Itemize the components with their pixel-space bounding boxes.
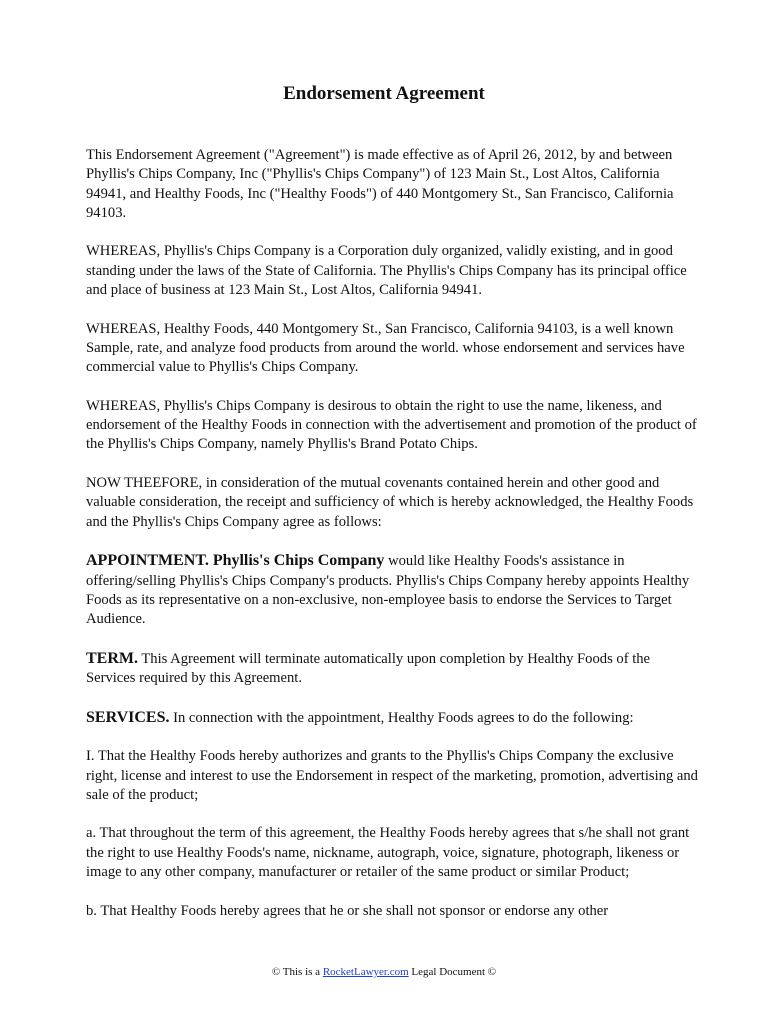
clause-a: a. That throughout the term of this agreement, the Healthy Foods hereby agrees that s/he shall not grant the right to use Healthy Foods's name, nickname, autograph, voice, signature, photograph, likeness or image to any other company, manufacturer or retailer of the same product or similar Product; <box>86 825 690 880</box>
paragraph-whereas-2: WHEREAS, Healthy Foods, 440 Montgomery St., San Francisco, California 94103, is a well known Sample, rate, and analyze food products from around the world. whose endorsement and services have commercial value to Phyllis's Chips Company. <box>86 320 685 376</box>
services-text: In connection with the appointment, Healthy Foods agrees to do the following: <box>169 709 634 726</box>
document-title: Endorsement Agreement <box>283 83 485 104</box>
paragraph-whereas-1: WHEREAS, Phyllis's Chips Company is a Corporation duly organized, validly existing, and in good standing under the laws of the State of California. The Phyllis's Chips Company has its principal office and place of business at 123 Main St., Lost Altos, California 94941. <box>86 243 687 299</box>
clause-i: I. That the Healthy Foods hereby authorizes and grants to the Phyllis's Chips Company the exclusive right, license and interest to use the Endorsement in respect of the marketing, promotion, advertising and sale of the product; <box>86 748 698 803</box>
appointment-heading: APPOINTMENT. Phyllis's Chips Company <box>86 552 385 570</box>
document-footer <box>0 966 768 978</box>
term-text: This Agreement will terminate automatically upon completion by Healthy Foods of the Services required by this Agreement. <box>86 650 651 687</box>
section-appointment <box>86 551 698 629</box>
appointment-text: would like Healthy Foods's assistance in offering/selling Phyllis's Chips Company's products. Phyllis's Chips Company hereby appoints Healthy Foods as its representative on a non-exclusive, non-employee basis to endorse the Services to Target Audience. <box>86 553 690 628</box>
term-heading: TERM. <box>86 649 138 667</box>
paragraph-intro: This Endorsement Agreement ("Agreement") is made effective as of April 26, 2012, by and between Phyllis's Chips Company, Inc ("Phyllis's Chips Company") of 123 Main St., Lost Altos, California 94941, and Healthy Foods, Inc ("Healthy Foods") of 440 Montgomery St., San Francisco, California 94103. <box>86 147 674 221</box>
services-heading: SERVICES. <box>86 708 170 726</box>
clause-b: b. That Healthy Foods hereby agrees that he or she shall not sponsor or endorse any other <box>86 902 609 919</box>
footer-link[interactable]: RocketLawyer.com <box>322 966 409 978</box>
section-services <box>86 708 698 728</box>
footer-prefix: © This is a <box>271 966 323 978</box>
paragraph-now-therefore: NOW THEEFORE, in consideration of the mutual covenants contained herein and other good and valuable consideration, the receipt and sufficiency of which is hereby acknowledged, the Healthy Foods and the Phyllis's Chips Company agree as follows: <box>86 475 694 530</box>
document-body <box>86 146 698 940</box>
footer-suffix: Legal Document © <box>408 966 497 978</box>
section-term <box>86 649 698 689</box>
paragraph-whereas-3: WHEREAS, Phyllis's Chips Company is desirous to obtain the right to use the name, likeness, and endorsement of the Healthy Foods in connection with the advertisement and promotion of the product of the Phyllis's Chips Company, namely Phyllis's Brand Potato Chips. <box>86 397 697 453</box>
